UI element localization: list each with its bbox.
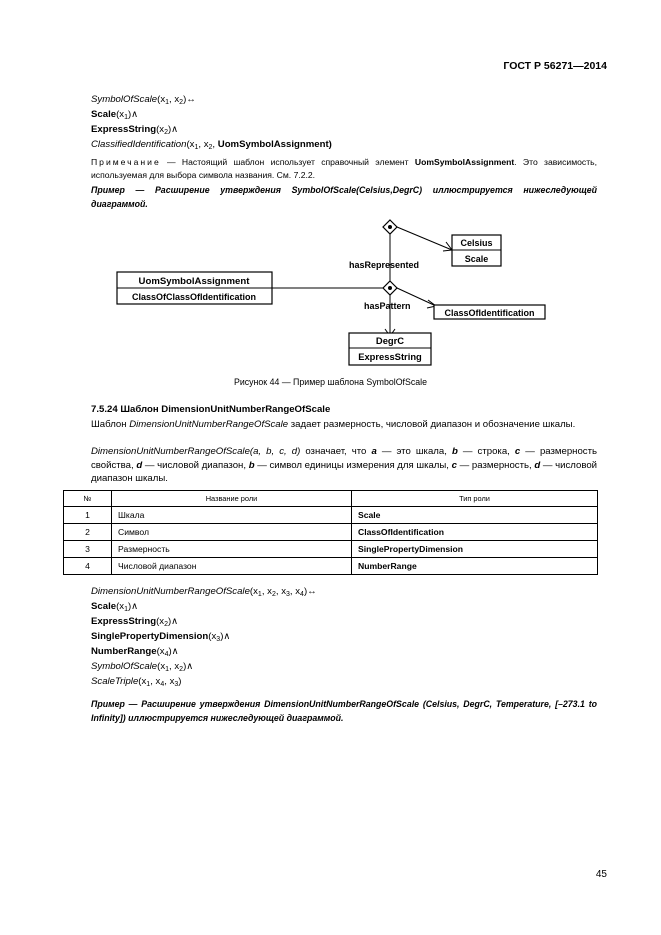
connector-line (397, 227, 452, 250)
formula-sub: 1 (257, 591, 262, 598)
formula-term: ExpressString (91, 124, 157, 135)
formula-arg: )∧ (220, 631, 231, 642)
formula-sub: 4 (300, 591, 304, 598)
text: — размерность свойства, (91, 446, 597, 471)
section-paragraph-2 (91, 445, 597, 486)
formula-sub: 2 (164, 129, 168, 136)
formula-term: Scale (91, 109, 117, 120)
text: задает размерность, числовой диапазон и обозначение шкалы. (288, 419, 576, 430)
formula-arg: )∧ (168, 646, 179, 657)
formula-term: DimensionUnitNumberRangeOfScale (91, 586, 250, 597)
formula-sub: 2 (164, 621, 168, 628)
formula-arg: (x (156, 124, 165, 135)
formula-sub: 2 (208, 144, 213, 151)
formula-arg: (x (208, 631, 217, 642)
top-diamond-dot (388, 225, 392, 229)
celsius-sub: Scale (464, 254, 489, 264)
table-cell: 1 (64, 507, 112, 524)
formula-arg: , x (164, 676, 175, 687)
label-has-pattern: hasPattern (364, 301, 411, 311)
formula-term: ClassifiedIdentification (91, 139, 187, 150)
formula-arg: ) (178, 676, 182, 687)
formula-arg: , x (169, 661, 180, 672)
formula-term: SymbolOfScale (91, 661, 158, 672)
formula-sub: 3 (174, 681, 179, 688)
formula-term: Scale (91, 601, 117, 612)
formula-arg: , x (169, 94, 180, 105)
formula-term: SymbolOfScale (91, 94, 158, 105)
formula-arg: )∧ (167, 124, 179, 135)
formula-arg: (x (116, 109, 125, 120)
formula-arg: , x (275, 586, 286, 597)
degrc-title: DegrC (375, 335, 405, 346)
text: — символ единицы измерения для шкалы, (254, 459, 452, 471)
formula-sub: 1 (194, 144, 199, 151)
text: — размерность, (457, 459, 535, 471)
table-row (64, 541, 598, 558)
var: d (136, 459, 143, 471)
uom-box-sub: ClassOfClassOfIdentification (131, 292, 257, 302)
formula-sub: 2 (271, 591, 276, 598)
text-term: DimensionUnitNumberRangeOfScale (129, 419, 289, 430)
table-cell: Числовой диапазон (112, 558, 352, 575)
celsius-title: Celsius (460, 238, 493, 248)
roles-table (63, 490, 598, 575)
formula-sub: 1 (146, 681, 151, 688)
formula-sub: 1 (165, 99, 170, 106)
formula-term: UomSymbolAssignment (217, 139, 329, 150)
formula-term: SinglePropertyDimension (91, 631, 209, 642)
formula2-line7 (91, 674, 181, 692)
formula-sub: 1 (165, 666, 170, 673)
formula-arg: (x (157, 94, 166, 105)
note-text: — Настоящий шаблон использует справочный элемент (160, 157, 415, 167)
table-row (64, 524, 598, 541)
text-args: (a, b, c, d) (249, 446, 301, 457)
formula-arg: (x (186, 139, 195, 150)
formula-arg: (x (138, 676, 147, 687)
formula-sub: 4 (164, 651, 169, 658)
formula-arg: ) (328, 139, 332, 150)
formula-sub: 2 (179, 666, 184, 673)
formula-arg: )↔ (303, 586, 317, 597)
label-has-represented: hasRepresented (349, 260, 420, 270)
formula-sub: 4 (160, 681, 165, 688)
text: означает, что (300, 446, 372, 457)
formula-arg: )↔ (183, 94, 196, 105)
var: b (451, 446, 458, 457)
table-header-row (64, 491, 598, 507)
note-text: . Это зависимость, используемая для выбора символа названия. См. 7.2.2. (91, 157, 597, 180)
table-cell: Шкала (112, 507, 352, 524)
formula-arg: , x (289, 586, 301, 597)
table-cell: ClassOfIdentification (352, 524, 598, 541)
table-header: Тип роли (352, 491, 598, 507)
text: Шаблон (91, 419, 130, 430)
var: d (534, 459, 541, 471)
formula-arg: )∧ (127, 109, 139, 120)
table-cell: SinglePropertyDimension (352, 541, 598, 558)
page-number: 45 (595, 869, 607, 880)
text: — числовой диапазон шкалы. (91, 459, 598, 484)
formula-term: ExpressString (91, 616, 157, 627)
formula-arg: )∧ (183, 661, 194, 672)
formula-sub: 3 (216, 636, 221, 643)
formula-arg: (x (116, 601, 125, 612)
example1: Пример — Расширение утверждения SymbolOfScale(Celsius,DegrC) иллюстрируется нижеследующей диаграммой. (91, 185, 597, 209)
formula-arg: , x (198, 139, 209, 150)
degrc-sub: ExpressString (358, 351, 422, 362)
formula-arg: (x (249, 586, 258, 597)
note-term: UomSymbolAssignment (414, 157, 515, 167)
text: — числовой диапазон, (142, 459, 249, 471)
formula-sub: 1 (124, 114, 128, 121)
uom-box-title: UomSymbolAssignment (138, 276, 250, 287)
bottom-diamond-dot (388, 286, 392, 290)
section-paragraph-1 (91, 418, 597, 431)
formula-sub: 3 (286, 591, 290, 598)
figure-44-diagram (0, 0, 661, 380)
var: a (371, 446, 377, 457)
table-cell: Scale (352, 507, 598, 524)
formula-arg: )∧ (167, 616, 179, 627)
formula-sub: 2 (179, 99, 184, 106)
text: — это шкала, (376, 446, 452, 457)
var: b (248, 459, 255, 471)
formula-arg: )∧ (127, 601, 139, 612)
section-heading: 7.5.24 Шаблон DimensionUnitNumberRangeOfScale (91, 404, 331, 415)
table-cell: NumberRange (352, 558, 598, 575)
table-header: Название роли (112, 491, 352, 507)
table-cell: 3 (64, 541, 112, 558)
formula-arg: (x (156, 616, 165, 627)
table-cell: Символ (112, 524, 352, 541)
table-cell: 2 (64, 524, 112, 541)
document-header: ГОСТ Р 56271—2014 (503, 60, 607, 72)
class-of-identification-label: ClassOfIdentification (444, 308, 535, 318)
formula-arg: , (212, 139, 218, 150)
table-cell: 4 (64, 558, 112, 575)
formula-arg: , x (261, 586, 272, 597)
figure-caption: Рисунок 44 — Пример шаблона SymbolOfScale (233, 377, 428, 387)
table-row (64, 558, 598, 575)
table-cell: Размерность (112, 541, 352, 558)
example2: Пример — Расширение утверждения DimensionUnitNumberRangeOfScale (Celsius, DegrC, Temperature, [–273.1 to Infinity]) иллюстрируется нижеследующей диаграммой. (91, 699, 597, 723)
note-label: Примечание (91, 157, 161, 167)
formula-term: ScaleTriple (91, 676, 139, 687)
text-term: DimensionUnitNumberRangeOfScale (91, 446, 250, 457)
var: c (451, 459, 457, 471)
formula-sub: 1 (124, 606, 128, 613)
formula-arg: (x (156, 646, 165, 657)
text: — строка, (457, 446, 515, 457)
formula-arg: , x (150, 676, 161, 687)
formula-arg: (x (157, 661, 166, 672)
table-row (64, 507, 598, 524)
table-header: № (64, 491, 112, 507)
var: c (514, 446, 521, 457)
formula-term: NumberRange (91, 646, 157, 657)
